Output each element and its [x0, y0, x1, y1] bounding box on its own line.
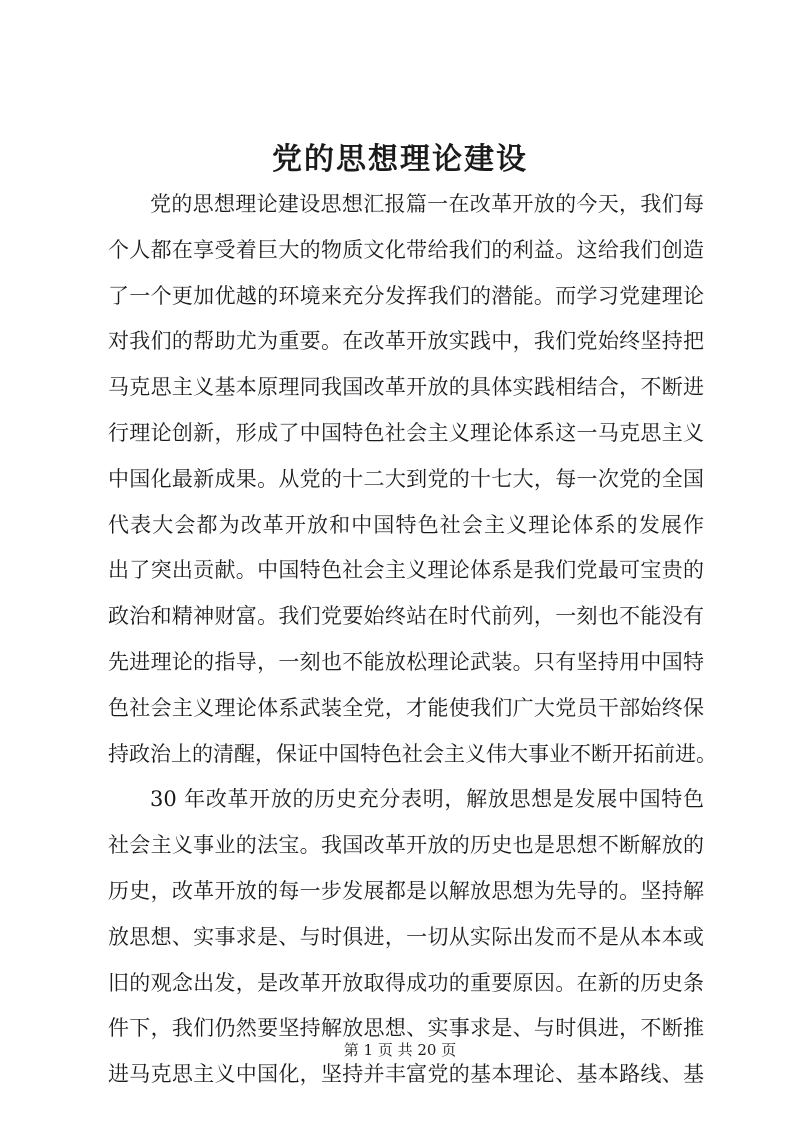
- text-line: 社会主义事业的法宝。我国改革开放的历史也是思想不断解放的: [108, 833, 704, 858]
- page-number-footer: 第 1 页 共 20 页: [343, 1041, 457, 1059]
- text-line: 个人都在享受着巨大的物质文化带给我们的利益。这给我们创造: [108, 237, 704, 262]
- text-line: 代表大会都为改革开放和中国特色社会主义理论体系的发展作: [108, 512, 704, 537]
- text-line: 放思想、实事求是、与时俱进，一切从实际出发而不是从本本或: [108, 924, 704, 949]
- text-line: 对我们的帮助尤为重要。在改革开放实践中，我们党始终坚持把: [108, 329, 704, 354]
- document-title: 党的思想理论建设: [272, 142, 528, 177]
- paragraph: [108, 182, 717, 777]
- text-line: 30 年改革开放的历史充分表明，解放思想是发展中国特色: [150, 787, 704, 812]
- text-line: 了一个更加优越的环境来充分发挥我们的潜能。而学习党建理论: [108, 283, 704, 308]
- text-line: 出了突出贡献。中国特色社会主义理论体系是我们党最可宝贵的: [108, 558, 704, 583]
- document-body: [108, 182, 717, 1098]
- text-line: 政治和精神财富。我们党要始终站在时代前列，一刻也不能没有: [108, 604, 704, 629]
- text-line: 马克思主义基本原理同我国改革开放的具体实践相结合，不断进: [108, 375, 704, 400]
- text-line: 先进理论的指导，一刻也不能放松理论武装。只有坚持用中国特: [108, 649, 704, 674]
- text-line: 行理论创新，形成了中国特色社会主义理论体系这一马克思主义: [108, 420, 704, 445]
- text-line: 持政治上的清醒，保证中国特色社会主义伟大事业不断开拓前进。: [108, 741, 717, 766]
- text-line: 历史，改革开放的每一步发展都是以解放思想为先导的。坚持解: [108, 878, 704, 903]
- text-line: 件下，我们仍然要坚持解放思想、实事求是、与时俱进，不断推: [108, 1016, 704, 1041]
- text-line: 党的思想理论建设思想汇报篇一在改革开放的今天，我们每: [150, 192, 704, 216]
- text-line: 中国化最新成果。从党的十二大到党的十七大，每一次党的全国: [108, 466, 704, 491]
- text-line: 旧的观念出发，是改革开放取得成功的重要原因。在新的历史条: [108, 970, 704, 995]
- text-line: 进马克思主义中国化，坚持并丰富党的基本理论、基本路线、基: [108, 1062, 704, 1087]
- text-line: 色社会主义理论体系武装全党，才能使我们广大党员干部始终保: [108, 695, 704, 720]
